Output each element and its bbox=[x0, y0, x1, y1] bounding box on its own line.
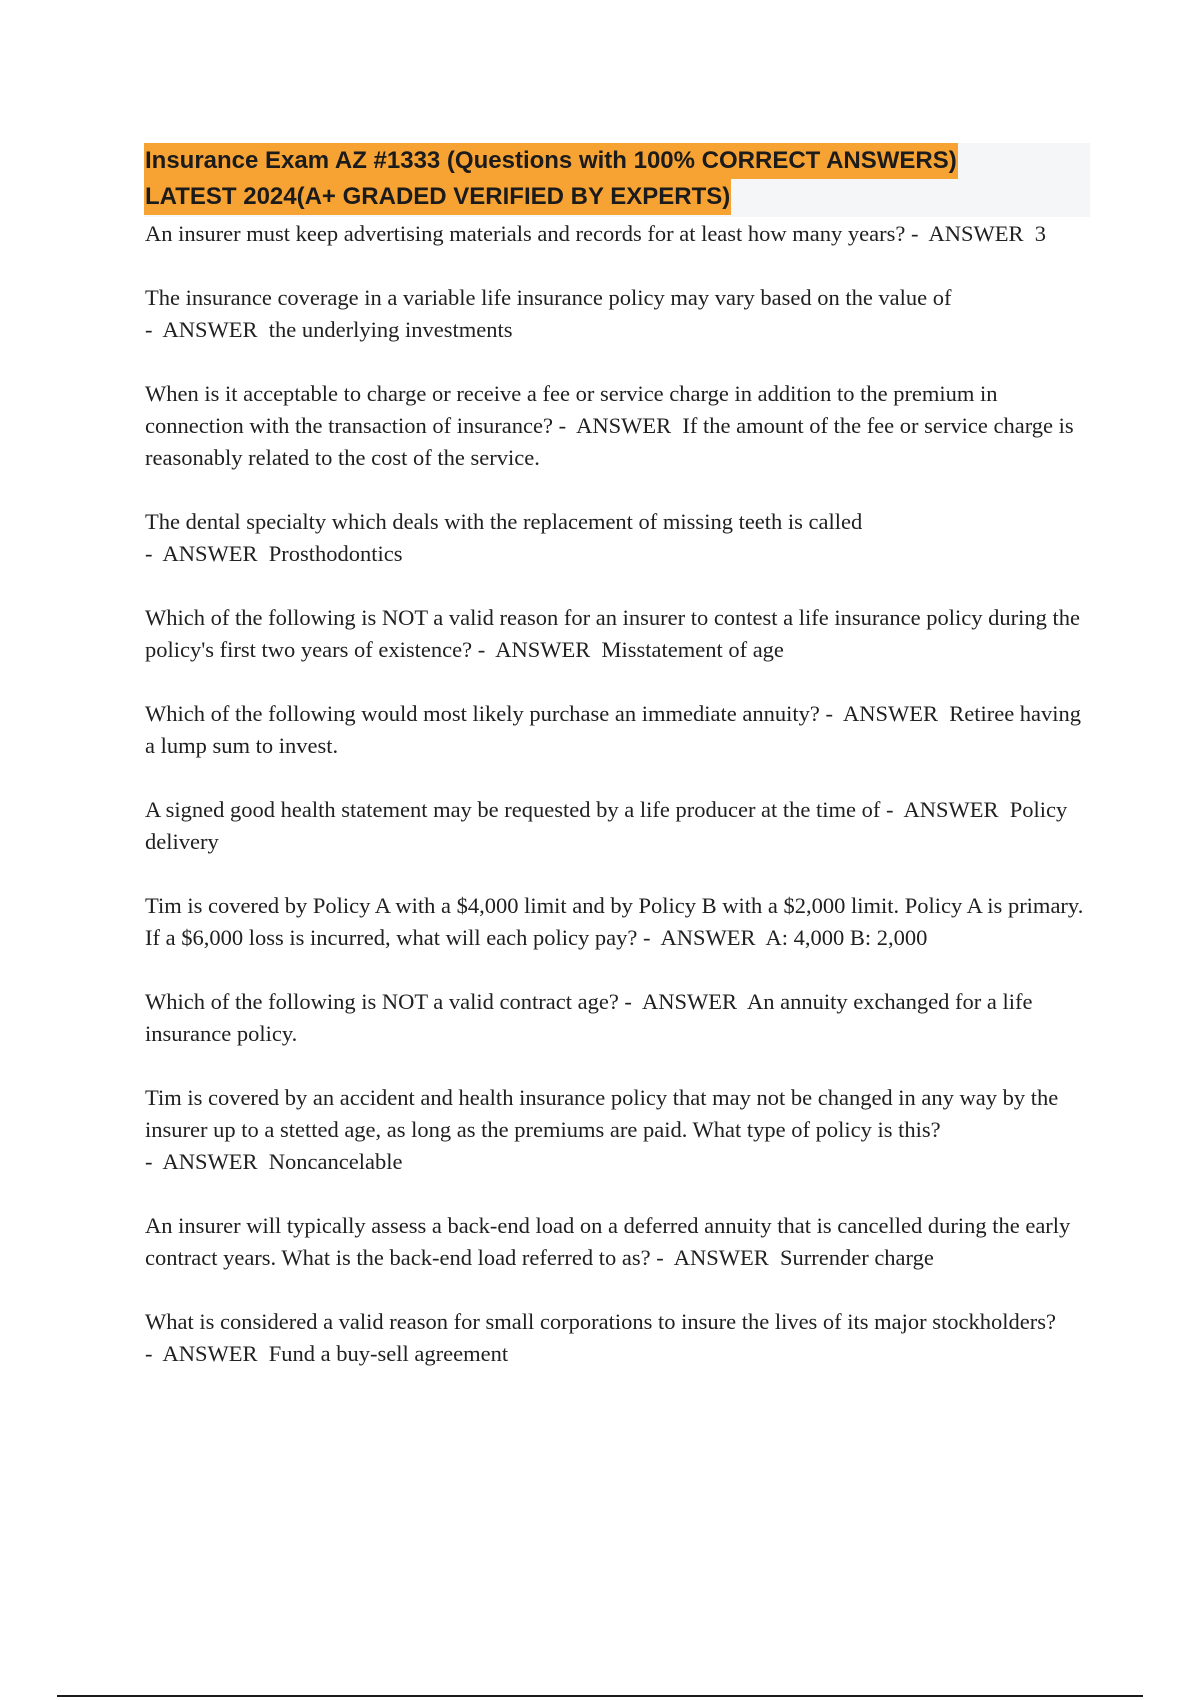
question-text: The dental specialty which deals with the replacement of missing teeth is called - bbox=[145, 509, 868, 566]
answer-label: ANSWER bbox=[162, 541, 258, 566]
document-title bbox=[144, 143, 1090, 217]
answer-text: 3 bbox=[1034, 221, 1047, 246]
answer-text: Policy delivery bbox=[145, 797, 1073, 854]
question-text: Which of the following is NOT a valid reason for an insurer to contest a life insurance policy during the policy's first two years of existence? - bbox=[145, 605, 1086, 662]
question-text: A signed good health statement may be requested by a life producer at the time of - bbox=[145, 797, 894, 822]
answer-text: Surrender charge bbox=[779, 1245, 934, 1270]
qa-item bbox=[145, 1306, 1095, 1370]
qa-item bbox=[145, 1082, 1095, 1178]
title-line-2: LATEST 2024(A+ GRADED VERIFIED BY EXPERTS) bbox=[144, 179, 731, 215]
qa-item bbox=[145, 1210, 1095, 1274]
question-answer-list bbox=[145, 218, 1095, 1402]
answer-label: ANSWER bbox=[928, 221, 1024, 246]
answer-text: Prosthodontics bbox=[268, 541, 403, 566]
answer-label: ANSWER bbox=[162, 1149, 258, 1174]
answer-text: the underlying investments bbox=[268, 317, 513, 342]
answer-text: A: 4,000 B: 2,000 bbox=[765, 925, 928, 950]
qa-item bbox=[145, 794, 1095, 858]
answer-text: Noncancelable bbox=[268, 1149, 403, 1174]
answer-text: If the amount of the fee or service charge is reasonably related to the cost of the service. bbox=[145, 413, 1080, 470]
answer-label: ANSWER bbox=[641, 989, 737, 1014]
question-text: An insurer must keep advertising materials and records for at least how many years? - bbox=[145, 221, 919, 246]
question-text: Which of the following is NOT a valid contract age? - bbox=[145, 989, 632, 1014]
qa-item bbox=[145, 890, 1095, 954]
answer-label: ANSWER bbox=[842, 701, 938, 726]
answer-label: ANSWER bbox=[576, 413, 672, 438]
qa-item bbox=[145, 282, 1095, 346]
answer-label: ANSWER bbox=[660, 925, 756, 950]
question-text: The insurance coverage in a variable life insurance policy may vary based on the value of - bbox=[145, 285, 958, 342]
answer-label: ANSWER bbox=[673, 1245, 769, 1270]
qa-item bbox=[145, 506, 1095, 570]
answer-text: An annuity exchanged for a life insurance policy. bbox=[145, 989, 1039, 1046]
question-text: Tim is covered by an accident and health insurance policy that may not be changed in any way by the insurer up to a stetted age, as long as the premiums are paid. What type of policy is this? - bbox=[145, 1085, 1064, 1174]
question-text: When is it acceptable to charge or receive a fee or service charge in addition to the premium in connection with the transaction of insurance? - bbox=[145, 381, 1004, 438]
answer-text: Retiree having a lump sum to invest. bbox=[145, 701, 1087, 758]
question-text: What is considered a valid reason for small corporations to insure the lives of its major stockholders? - bbox=[145, 1309, 1062, 1366]
qa-item bbox=[145, 698, 1095, 762]
question-text: Tim is covered by Policy A with a $4,000 limit and by Policy B with a $2,000 limit. Policy A is primary. If a $6,000 loss is incurred, what will each policy pay? - bbox=[145, 893, 1089, 950]
answer-label: ANSWER bbox=[162, 1341, 258, 1366]
qa-item bbox=[145, 378, 1095, 474]
title-line-1: Insurance Exam AZ #1333 (Questions with 100% CORRECT ANSWERS) bbox=[144, 143, 958, 179]
footer-divider bbox=[57, 1695, 1143, 1697]
answer-label: ANSWER bbox=[903, 797, 999, 822]
answer-text: Fund a buy-sell agreement bbox=[268, 1341, 509, 1366]
answer-text: Misstatement of age bbox=[601, 637, 784, 662]
answer-label: ANSWER bbox=[495, 637, 591, 662]
question-text: An insurer will typically assess a back-end load on a deferred annuity that is cancelled during the early contract years. What is the back-end load referred to as? - bbox=[145, 1213, 1076, 1270]
question-text: Which of the following would most likely purchase an immediate annuity? - bbox=[145, 701, 833, 726]
qa-item bbox=[145, 986, 1095, 1050]
qa-item bbox=[145, 602, 1095, 666]
answer-label: ANSWER bbox=[162, 317, 258, 342]
qa-item bbox=[145, 218, 1095, 250]
